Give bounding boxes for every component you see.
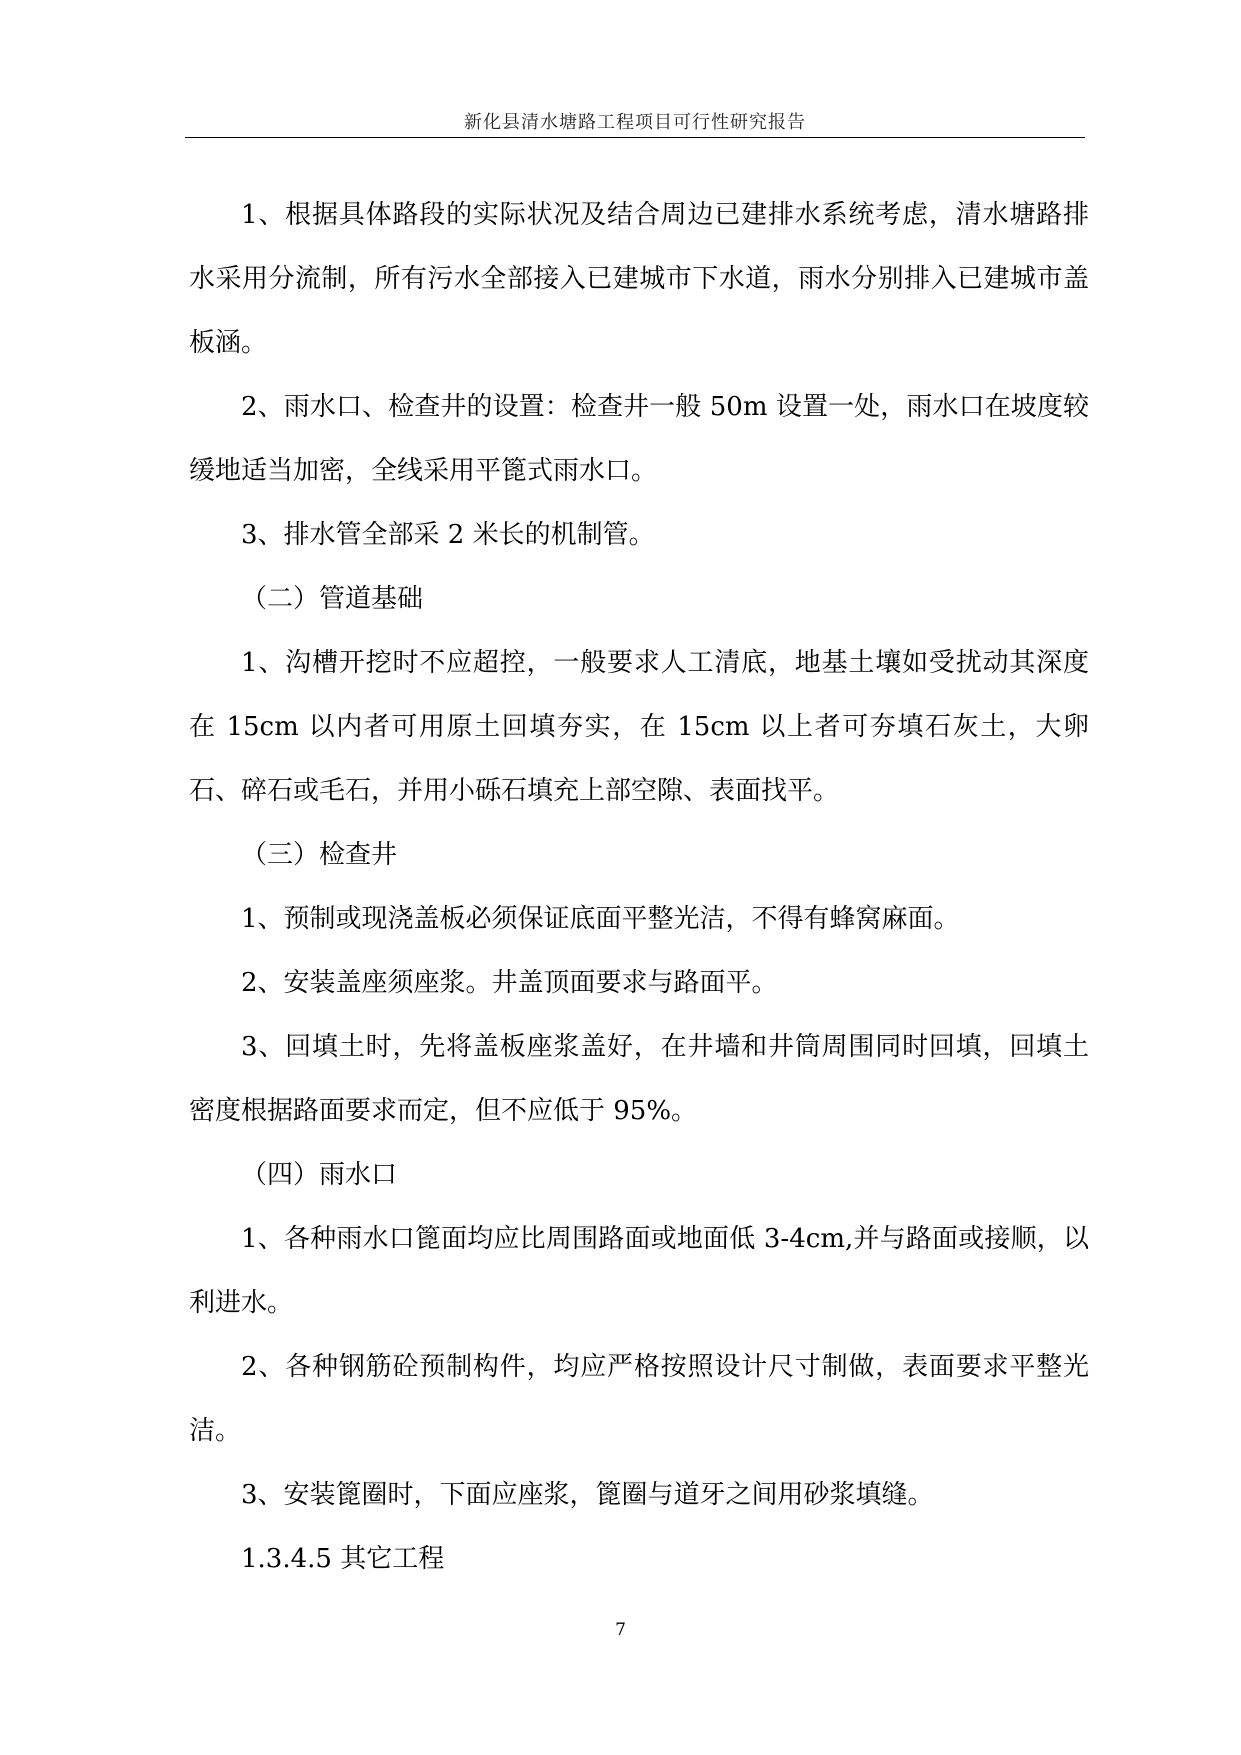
section-heading: 1.3.4.5 其它工程: [241, 1544, 445, 1574]
paragraph: 3、排水管全部采 2 米长的机制管。: [241, 520, 655, 550]
section-heading: （二）管道基础: [241, 584, 424, 614]
paragraph: 3、回填土时，先将盖板座浆盖好，在井墙和井筒周围同时回填，回填土密度根据路面要求而定，但不应低于 95%。: [189, 1032, 1089, 1126]
paragraph: 2、安装盖座须座浆。井盖顶面要求与路面平。: [241, 968, 778, 998]
header-divider: [185, 137, 1085, 138]
paragraph: 3、安装篦圈时，下面应座浆，篦圈与道牙之间用砂浆填缝。: [241, 1480, 934, 1510]
paragraph: 1、根据具体路段的实际状况及结合周边已建排水系统考虑，清水塘路排水采用分流制，所有污水全部接入已建城市下水道，雨水分别排入已建城市盖板涵。: [189, 200, 1089, 358]
paragraph: 2、雨水口、检查井的设置：检查井一般 50m 设置一处，雨水口在坡度较缓地适当加密，全线采用平篦式雨水口。: [189, 392, 1089, 486]
section-heading: （四）雨水口: [241, 1160, 398, 1190]
paragraph: 1、各种雨水口篦面均应比周围路面或地面低 3-4cm,并与路面或接顺，以利进水。: [189, 1224, 1089, 1318]
paragraph: 1、预制或现浇盖板必须保证底面平整光洁，不得有蜂窝麻面。: [241, 904, 960, 934]
paragraph: 2、各种钢筋砼预制构件，均应严格按照设计尺寸制做，表面要求平整光洁。: [189, 1352, 1089, 1446]
section-heading: （三）检查井: [241, 840, 398, 870]
page-header-title: 新化县清水塘路工程项目可行性研究报告: [464, 112, 806, 133]
page-number: 7: [615, 1620, 626, 1640]
document-body: [189, 183, 1089, 1591]
paragraph: 1、沟槽开挖时不应超控，一般要求人工清底，地基土壤如受扰动其深度在 15cm 以内者可用原土回填夯实，在 15cm 以上者可夯填石灰土，大卵石、碎石或毛石，并用小砾石填充上部空隙、表面找平。: [189, 648, 1089, 806]
